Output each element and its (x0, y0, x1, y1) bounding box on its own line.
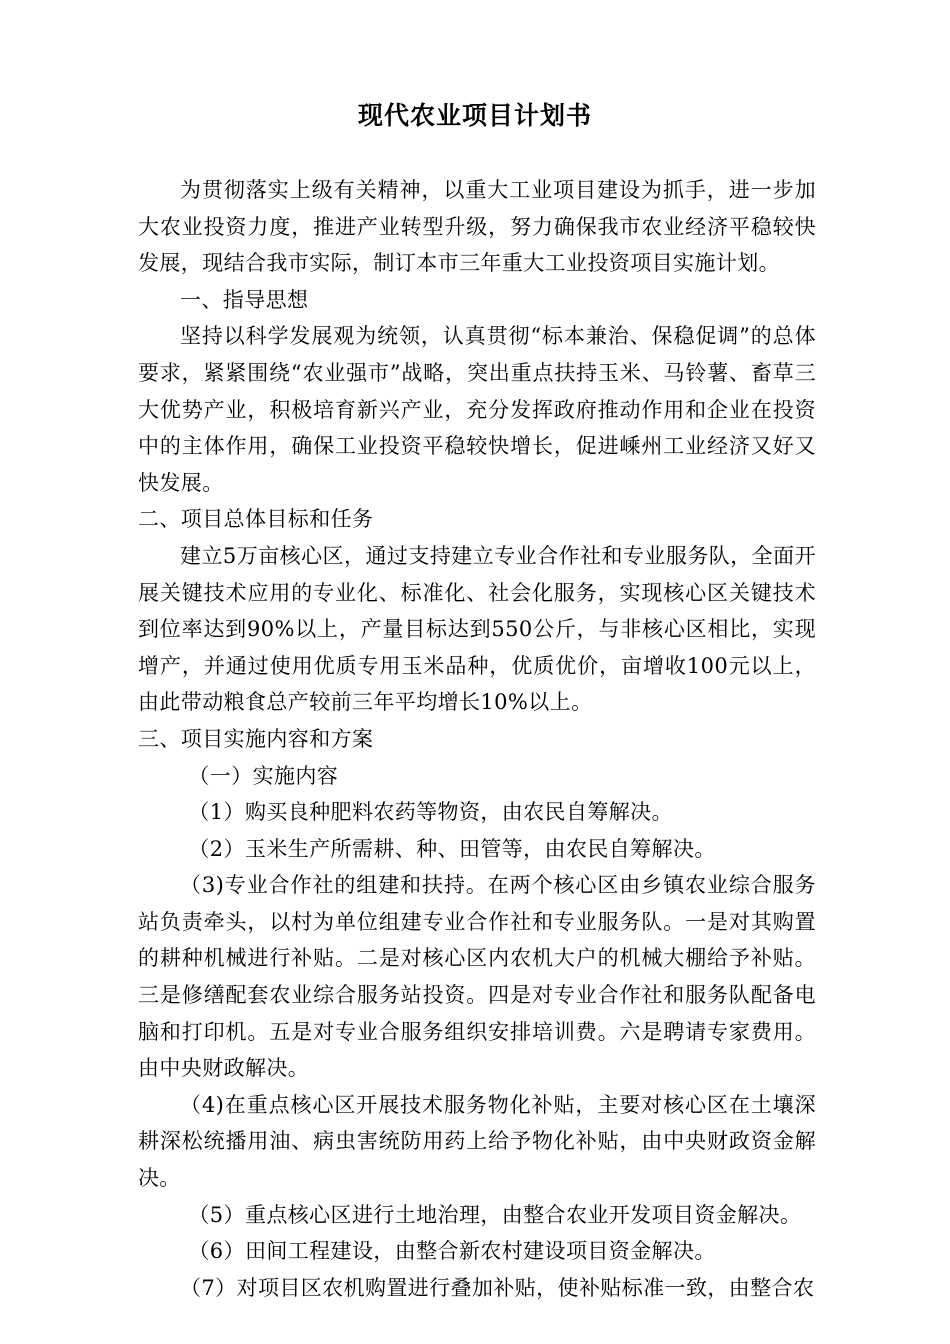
section-1-paragraph: 坚持以科学发展观为统领，认真贯彻“标本兼治、保稳促调”的总体要求，紧紧围绕“农业强市”战略，突出重点扶持玉米、马铃薯、畜草三大优势产业，积极培育新兴产业，充分发挥政府推动作用和企业在投资中的主体作用，确保工业投资平稳较快增长，促进嵊州工业经济又好又快发展。 (138, 324, 816, 495)
intro-paragraph: 为贯彻落实上级有关精神，以重大工业项目建设为抓手，进一步加大农业投资力度，推进产业转型升级，努力确保我市农业经济平稳较快发展，现结合我市实际，制订本市三年重大工业投资项目实施计划。 (138, 178, 816, 276)
section-1-heading: 一、指导思想 (180, 287, 309, 312)
list-item-4: （4)在重点核心区开展技术服务物化补贴，主要对核心区在土壤深耕深松统播用油、病虫害统防用药上给予物化补贴，由中央财政资金解决。 (138, 1092, 816, 1191)
list-item-5: （5）重点核心区进行土地治理，由整合农业开发项目资金解决。 (188, 1202, 802, 1227)
section-2-heading: 二、项目总体目标和任务 (138, 507, 374, 532)
document-body (138, 172, 816, 1306)
list-item-2: （2）玉米生产所需耕、种、田管等，由农民自筹解决。 (188, 836, 716, 861)
list-item-6: （6）田间工程建设，由整合新农村建设项目资金解决。 (188, 1239, 716, 1264)
section-3-heading: 三、项目实施内容和方案 (138, 726, 374, 751)
list-item-3: （3)专业合作社的组建和扶持。在两个核心区由乡镇农业综合服务站负责牵头，以村为单位组建专业合作社和专业服务队。一是对其购置的耕种机械进行补贴。二是对核心区内农机大户的机械大棚给予补贴。三是修缮配套农业综合服务站投资。四是对专业合作社和服务队配备电脑和打印机。五是对专业合服务组织安排培训费。六是聘请专家费用。由中央财政解决。 (138, 873, 816, 1081)
document-title: 现代农业项目计划书 (357, 101, 592, 130)
list-item-1: （1）购买良种肥料农药等物资，由农民自筹解决。 (188, 800, 673, 825)
section-3-subheading: （一）实施内容 (188, 763, 339, 788)
section-2-paragraph: 建立5万亩核心区，通过支持建立专业合作社和专业服务队，全面开展关键技术应用的专业化、标准化、社会化服务，实现核心区关键技术到位率达到90%以上，产量目标达到550公斤，与非核心区相比，实现增产，并通过使用优质专用玉米品种，优质优价，亩增收100元以上，由此带动粮食总产较前三年平均增长10%以上。 (138, 543, 816, 715)
list-item-7: （7）对项目区农机购置进行叠加补贴，使补贴标准一致，由整合农 (180, 1275, 815, 1300)
